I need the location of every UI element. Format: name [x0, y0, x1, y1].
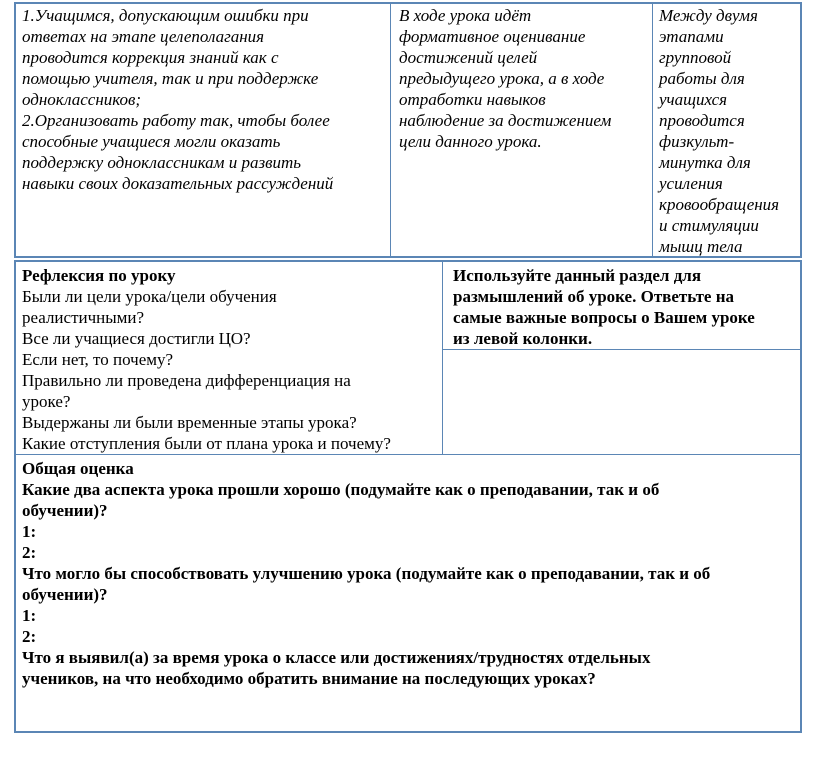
- reflection-question: уроке?: [22, 392, 71, 411]
- reflection-heading: Рефлексия по уроку: [22, 266, 176, 285]
- reflection-question: Если нет, то почему?: [22, 350, 174, 369]
- overall-line: 2:: [22, 627, 37, 646]
- instruction-line: самые важные вопросы о Вашем уроке: [453, 308, 755, 327]
- overall-line: 1:: [22, 606, 37, 625]
- reflection-instruction-cell: [443, 262, 800, 350]
- overall-line: 2:: [22, 543, 37, 562]
- overall-assessment-cell: [16, 455, 800, 731]
- reflection-question: Были ли цели урока/цели обучения: [22, 287, 277, 306]
- reflection-question: реалистичными?: [22, 308, 145, 327]
- overall-line: 1:: [22, 522, 37, 541]
- reflection-answer-cell[interactable]: [443, 350, 800, 455]
- overall-heading: Общая оценка: [22, 459, 134, 478]
- lesson-plan-table-top: [14, 2, 802, 258]
- overall-line: Какие два аспекта урока прошли хорошо (подумайте как о преподавании, так и об: [22, 480, 660, 499]
- differentiation-text: 1.Учащимся, допускающим ошибки при ответах на этапе целеполагания проводится коррекция знаний как с помощью учителя, так и при поддержке одноклассников; 2.Организовать работу так, чтобы более способные учащиеся могли оказать поддержку одноклассникам и развить навыки своих доказательных рассуждений: [22, 6, 334, 193]
- instruction-line: Используйте данный раздел для: [453, 266, 702, 285]
- instruction-line: размышлений об уроке. Ответьте на: [453, 287, 735, 306]
- reflection-question: Выдержаны ли были временные этапы урока?: [22, 413, 357, 432]
- reflection-questions-cell: [16, 262, 443, 455]
- overall-line: обучении)?: [22, 501, 108, 520]
- assessment-text: В ходе урока идёт формативное оценивание достижений целей предыдущего урока, а в ходе отработки навыков наблюдение за достижением цели данного урока.: [399, 6, 612, 151]
- differentiation-cell: [16, 4, 391, 256]
- reflection-question: Правильно ли проведена дифференциация на: [22, 371, 351, 390]
- reflection-question: Какие отступления были от плана урока и почему?: [22, 434, 391, 453]
- assessment-cell: [391, 4, 653, 256]
- overall-line: учеников, на что необходимо обратить внимание на последующих уроках?: [22, 669, 596, 688]
- health-safety-cell: [653, 4, 800, 256]
- overall-line: Что я выявил(а) за время урока о классе или достижениях/трудностях отдельных: [22, 648, 651, 667]
- overall-line: обучении)?: [22, 585, 108, 604]
- instruction-line: из левой колонки.: [453, 329, 593, 348]
- reflection-table: [14, 260, 802, 733]
- health-safety-text: Между двумя этапами групповой работы для учащихся проводится физкульт- минутка для усиления кровообращения и стимуляции мышц тела: [659, 6, 780, 256]
- reflection-question: Все ли учащиеся достигли ЦО?: [22, 329, 251, 348]
- overall-line: Что могло бы способствовать улучшению урока (подумайте как о преподавании, так и об: [22, 564, 711, 583]
